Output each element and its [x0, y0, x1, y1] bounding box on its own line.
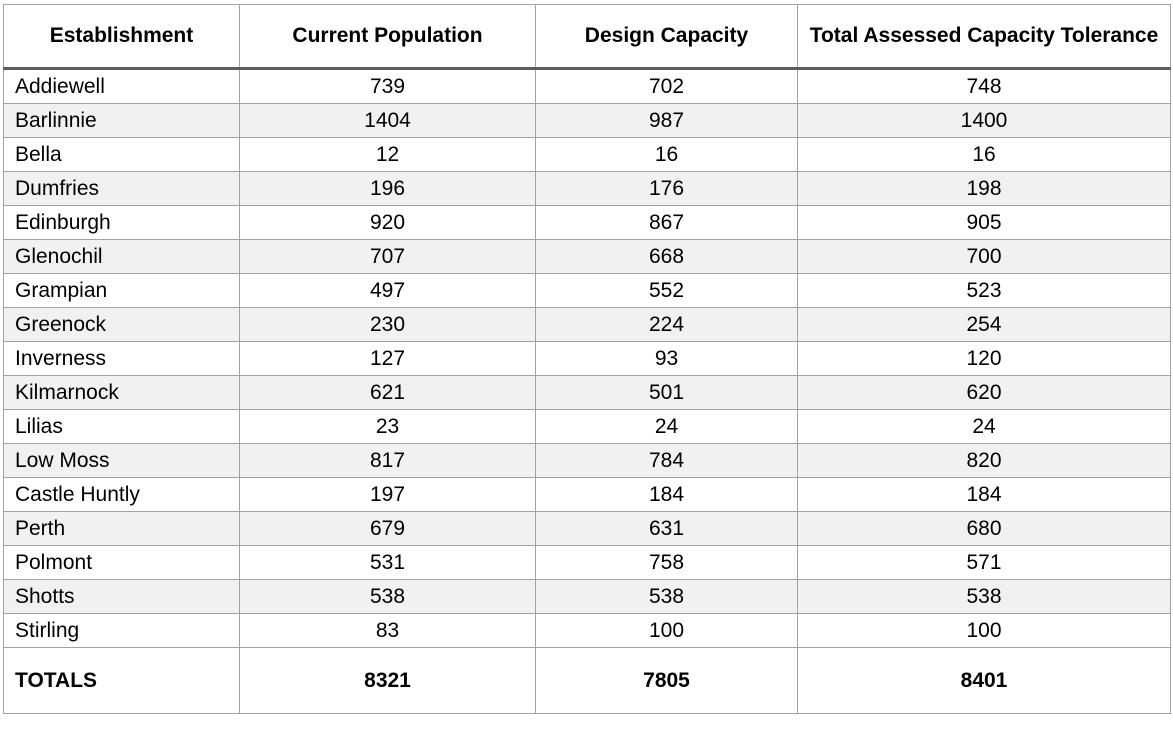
- total-assessed-capacity-tolerance-cell: 700: [798, 240, 1171, 274]
- design-capacity-cell: 702: [536, 69, 798, 104]
- establishment-cell: Kilmarnock: [4, 376, 240, 410]
- table-row: [4, 104, 1171, 138]
- current-population-cell: 196: [240, 172, 536, 206]
- design-capacity-cell: 93: [536, 342, 798, 376]
- total-assessed-capacity-tolerance-cell: 16: [798, 138, 1171, 172]
- total-assessed-capacity-tolerance-cell: 24: [798, 410, 1171, 444]
- establishment-cell: Inverness: [4, 342, 240, 376]
- current-population-cell: 83: [240, 614, 536, 648]
- establishment-cell: Stirling: [4, 614, 240, 648]
- current-population-cell: 621: [240, 376, 536, 410]
- current-population-cell: 707: [240, 240, 536, 274]
- design-capacity-cell: 24: [536, 410, 798, 444]
- column-header-current-population: Current Population: [240, 5, 536, 69]
- current-population-cell: 920: [240, 206, 536, 240]
- design-capacity-cell: 501: [536, 376, 798, 410]
- current-population-cell: 679: [240, 512, 536, 546]
- design-capacity-cell: 784: [536, 444, 798, 478]
- establishment-cell: Glenochil: [4, 240, 240, 274]
- establishment-cell: Perth: [4, 512, 240, 546]
- design-capacity-cell: 538: [536, 580, 798, 614]
- table-row: [4, 342, 1171, 376]
- current-population-cell: 538: [240, 580, 536, 614]
- establishment-cell: Shotts: [4, 580, 240, 614]
- design-capacity-cell: 631: [536, 512, 798, 546]
- table-row: [4, 376, 1171, 410]
- design-capacity-cell: 668: [536, 240, 798, 274]
- totals-design-capacity: 7805: [536, 648, 798, 714]
- totals-row: [4, 648, 1171, 714]
- totals-label: TOTALS: [4, 648, 240, 714]
- establishment-cell: Lilias: [4, 410, 240, 444]
- prison-capacity-table: [3, 4, 1171, 714]
- current-population-cell: 230: [240, 308, 536, 342]
- establishment-cell: Low Moss: [4, 444, 240, 478]
- totals-total-assessed-capacity-tolerance: 8401: [798, 648, 1171, 714]
- column-header-total-assessed-capacity-tolerance: Total Assessed Capacity Tolerance: [798, 5, 1171, 69]
- establishment-cell: Polmont: [4, 546, 240, 580]
- design-capacity-cell: 16: [536, 138, 798, 172]
- establishment-cell: Barlinnie: [4, 104, 240, 138]
- total-assessed-capacity-tolerance-cell: 198: [798, 172, 1171, 206]
- establishment-cell: Castle Huntly: [4, 478, 240, 512]
- establishment-cell: Greenock: [4, 308, 240, 342]
- column-header-establishment: Establishment: [4, 5, 240, 69]
- establishment-cell: Grampian: [4, 274, 240, 308]
- design-capacity-cell: 758: [536, 546, 798, 580]
- establishment-cell: Edinburgh: [4, 206, 240, 240]
- table-row: [4, 512, 1171, 546]
- current-population-cell: 12: [240, 138, 536, 172]
- table-row: [4, 444, 1171, 478]
- design-capacity-cell: 184: [536, 478, 798, 512]
- current-population-cell: 497: [240, 274, 536, 308]
- design-capacity-cell: 987: [536, 104, 798, 138]
- table-row: [4, 478, 1171, 512]
- table-row: [4, 69, 1171, 104]
- current-population-cell: 817: [240, 444, 536, 478]
- total-assessed-capacity-tolerance-cell: 120: [798, 342, 1171, 376]
- establishment-cell: Addiewell: [4, 69, 240, 104]
- total-assessed-capacity-tolerance-cell: 820: [798, 444, 1171, 478]
- total-assessed-capacity-tolerance-cell: 254: [798, 308, 1171, 342]
- current-population-cell: 127: [240, 342, 536, 376]
- establishment-cell: Dumfries: [4, 172, 240, 206]
- table-row: [4, 172, 1171, 206]
- table-row: [4, 274, 1171, 308]
- design-capacity-cell: 100: [536, 614, 798, 648]
- table-row: [4, 614, 1171, 648]
- design-capacity-cell: 867: [536, 206, 798, 240]
- current-population-cell: 531: [240, 546, 536, 580]
- table-row: [4, 410, 1171, 444]
- header-row: [4, 5, 1171, 69]
- total-assessed-capacity-tolerance-cell: 184: [798, 478, 1171, 512]
- total-assessed-capacity-tolerance-cell: 571: [798, 546, 1171, 580]
- table-row: [4, 580, 1171, 614]
- total-assessed-capacity-tolerance-cell: 905: [798, 206, 1171, 240]
- table-row: [4, 138, 1171, 172]
- total-assessed-capacity-tolerance-cell: 538: [798, 580, 1171, 614]
- design-capacity-cell: 176: [536, 172, 798, 206]
- total-assessed-capacity-tolerance-cell: 620: [798, 376, 1171, 410]
- current-population-cell: 23: [240, 410, 536, 444]
- table-body: [4, 69, 1171, 648]
- establishment-cell: Bella: [4, 138, 240, 172]
- total-assessed-capacity-tolerance-cell: 748: [798, 69, 1171, 104]
- table-row: [4, 240, 1171, 274]
- total-assessed-capacity-tolerance-cell: 680: [798, 512, 1171, 546]
- table-row: [4, 308, 1171, 342]
- table-row: [4, 546, 1171, 580]
- totals-current-population: 8321: [240, 648, 536, 714]
- total-assessed-capacity-tolerance-cell: 1400: [798, 104, 1171, 138]
- current-population-cell: 739: [240, 69, 536, 104]
- total-assessed-capacity-tolerance-cell: 100: [798, 614, 1171, 648]
- design-capacity-cell: 552: [536, 274, 798, 308]
- design-capacity-cell: 224: [536, 308, 798, 342]
- column-header-design-capacity: Design Capacity: [536, 5, 798, 69]
- table-row: [4, 206, 1171, 240]
- current-population-cell: 197: [240, 478, 536, 512]
- total-assessed-capacity-tolerance-cell: 523: [798, 274, 1171, 308]
- current-population-cell: 1404: [240, 104, 536, 138]
